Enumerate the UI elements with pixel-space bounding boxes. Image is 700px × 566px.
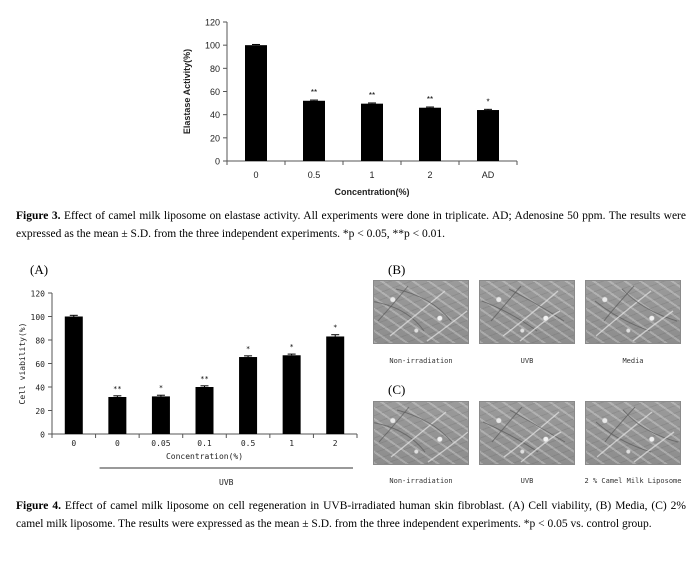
bar bbox=[303, 101, 325, 161]
cell-streak bbox=[491, 286, 521, 321]
micrograph-label: UVB bbox=[520, 357, 534, 365]
bar bbox=[419, 108, 441, 161]
cell-streak bbox=[521, 432, 561, 462]
cell-pattern bbox=[374, 281, 468, 343]
cell-streak bbox=[374, 422, 425, 452]
y-axis-title: Elastase Activity(%) bbox=[182, 48, 192, 135]
bar bbox=[477, 110, 499, 161]
y-tick-label: 40 bbox=[35, 383, 45, 393]
y-tick-label: 80 bbox=[35, 336, 45, 346]
micrograph-label: Media bbox=[622, 357, 644, 365]
bar bbox=[196, 387, 214, 434]
panel-c-label: (C) bbox=[388, 382, 406, 397]
y-tick-label: 20 bbox=[209, 133, 220, 144]
y-tick-label: 120 bbox=[204, 17, 220, 28]
y-axis-title: Cell viability(%) bbox=[18, 322, 27, 405]
x-tick-label: 0 bbox=[253, 170, 259, 180]
figure4-caption bbox=[16, 497, 686, 533]
cell-pattern bbox=[480, 281, 574, 343]
y-tick-label: 0 bbox=[214, 156, 220, 167]
bar bbox=[108, 397, 126, 434]
cell-pattern bbox=[480, 402, 574, 464]
significance-label: * bbox=[245, 344, 251, 353]
x-axis-title: Concentration(%) bbox=[165, 452, 244, 461]
cell-streak bbox=[374, 301, 424, 331]
significance-label: * bbox=[486, 97, 490, 107]
bar bbox=[239, 357, 257, 434]
figure3-caption-label: Figure 3. bbox=[16, 210, 61, 222]
x-tick-label: 1 bbox=[369, 170, 375, 180]
x-tick-label: 0.5 bbox=[307, 170, 321, 180]
micrograph-b-nonirradiation bbox=[373, 280, 469, 344]
significance-label: * bbox=[289, 343, 294, 352]
panel-b-label: (B) bbox=[388, 262, 406, 277]
significance-label: ** bbox=[426, 95, 434, 105]
micrograph-label: 2 % Camel Milk Liposome bbox=[584, 477, 682, 485]
uvb-bracket-label: UVB bbox=[219, 478, 234, 487]
figure4-caption-label: Figure 4. bbox=[16, 500, 61, 512]
significance-label: ** bbox=[310, 88, 318, 98]
x-tick-label: 1 bbox=[289, 439, 295, 448]
cell-pattern bbox=[374, 402, 468, 464]
figure3-caption-text: Effect of camel milk liposome on elastase activity. All experiments were done in triplicate. AD; Adenosine 50 ppm. The results were expressed as the mean ± S.D. from the three independent experiments. *p < 0.05, **p < 0.01. bbox=[16, 210, 686, 240]
y-tick-label: 0 bbox=[40, 430, 45, 440]
bar bbox=[65, 317, 83, 435]
micrograph-label: UVB bbox=[520, 477, 534, 485]
micrograph-c-liposome bbox=[585, 401, 681, 465]
x-tick-label: 2 bbox=[427, 170, 433, 180]
micrograph-b-uvb bbox=[479, 280, 575, 344]
y-tick-label: 60 bbox=[209, 87, 220, 97]
x-tick-label: 0.05 bbox=[151, 439, 171, 448]
x-tick-label: 0.5 bbox=[240, 439, 256, 448]
significance-label: ** bbox=[113, 384, 122, 393]
cell-streak bbox=[634, 432, 674, 462]
y-tick-label: 100 bbox=[204, 40, 220, 51]
micrograph-label: Non-irradiation bbox=[389, 357, 453, 365]
bar bbox=[326, 336, 344, 434]
elastase-chart bbox=[0, 0, 700, 200]
cell-streak bbox=[520, 311, 560, 341]
micrograph-label: Non-irradiation bbox=[389, 477, 453, 485]
cell-streak bbox=[428, 432, 468, 462]
y-tick-label: 80 bbox=[209, 63, 220, 74]
micrograph-b-media bbox=[585, 280, 681, 344]
figure4-caption-text: Effect of camel milk liposome on cell regeneration in UVB-irradiated human skin fibroblast. (A) Cell viability, (B) Media, (C) 2% camel milk liposome. The results were expressed as the mean ± S.D. from the three independent experiments. *p < 0.05 vs. control group. bbox=[16, 500, 686, 530]
cell-pattern bbox=[586, 402, 680, 464]
significance-label: ** bbox=[368, 90, 376, 100]
significance-label: ** bbox=[200, 374, 209, 383]
bar bbox=[152, 396, 170, 434]
cell-pattern bbox=[586, 281, 680, 343]
y-tick-label: 20 bbox=[35, 407, 45, 416]
x-tick-label: AD bbox=[481, 170, 495, 180]
cell-streak bbox=[633, 311, 673, 341]
y-tick-label: 120 bbox=[30, 289, 45, 299]
cell-streak bbox=[492, 407, 522, 442]
significance-label: * bbox=[158, 384, 164, 393]
cell-viability-chart bbox=[0, 280, 370, 495]
cell-streak bbox=[605, 407, 635, 442]
micrograph-c-nonirradiation bbox=[373, 401, 469, 465]
micrograph-c-uvb bbox=[479, 401, 575, 465]
bar bbox=[361, 104, 383, 161]
cell-streak bbox=[604, 286, 634, 321]
x-tick-label: 0 bbox=[114, 439, 120, 448]
cell-streak bbox=[623, 410, 678, 442]
bar bbox=[283, 355, 301, 434]
cell-streak bbox=[397, 410, 452, 442]
x-tick-label: 0.1 bbox=[197, 439, 212, 448]
x-axis-title: Concentration(%) bbox=[334, 187, 410, 197]
panel-a-label: (A) bbox=[30, 262, 49, 277]
cell-streak bbox=[396, 289, 451, 321]
figure3-caption bbox=[16, 207, 686, 243]
y-tick-label: 100 bbox=[30, 313, 45, 322]
significance-label: * bbox=[333, 323, 338, 332]
x-tick-label: 0 bbox=[71, 439, 77, 448]
x-tick-label: 2 bbox=[332, 439, 338, 448]
bar bbox=[245, 45, 267, 161]
cell-streak bbox=[427, 311, 467, 341]
y-tick-label: 60 bbox=[35, 360, 45, 369]
y-tick-label: 40 bbox=[209, 110, 220, 121]
cell-streak bbox=[622, 289, 677, 321]
